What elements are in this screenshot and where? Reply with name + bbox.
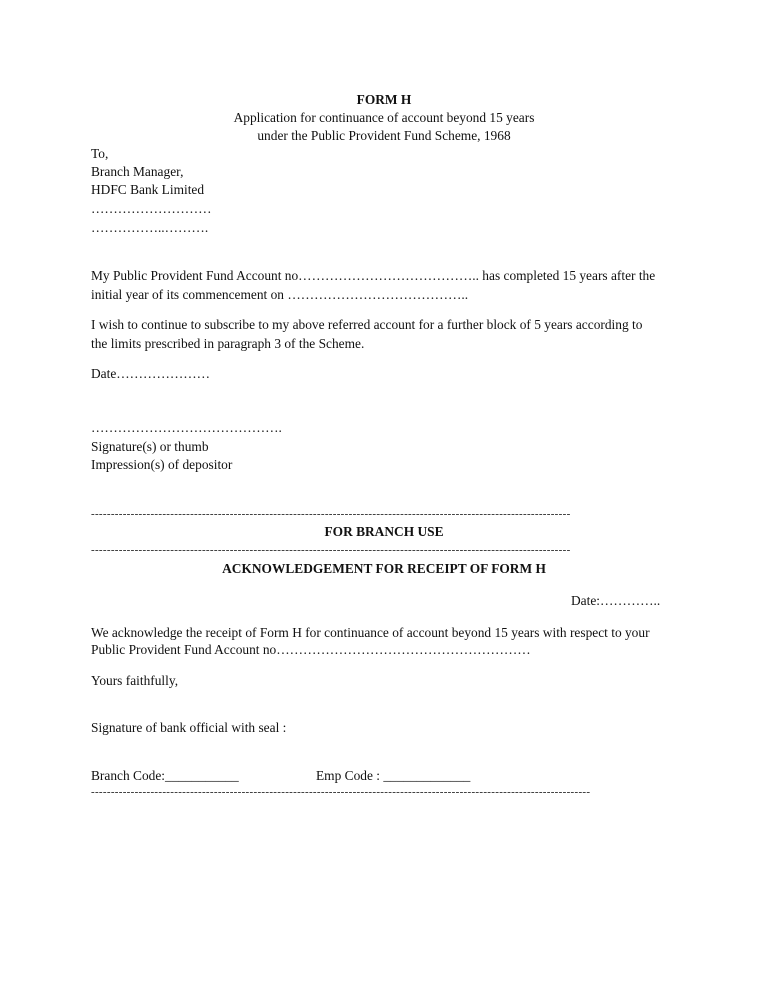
signature-label-line-2: Impression(s) of depositor [91, 457, 233, 472]
official-signature-label: Signature of bank official with seal : [91, 720, 287, 735]
address-to: To, [91, 146, 109, 161]
branch-use-heading: FOR BRANCH USE [324, 524, 444, 539]
signature-dots: ……………………………………. [91, 420, 282, 435]
acknowledgement-heading: ACKNOWLEDGEMENT FOR RECEIPT OF FORM H [222, 561, 546, 576]
form-subtitle-line-2: under the Public Provident Fund Scheme, 1968 [257, 128, 511, 143]
address-bank: HDFC Bank Limited [91, 182, 205, 197]
emp-code-field: Emp Code : _____________ [316, 768, 471, 783]
branch-code-field: Branch Code:___________ [91, 768, 239, 783]
divider-bottom: ------------------------------------------------------------------------------------------------------------------------------ [91, 786, 591, 798]
divider-middle: ------------------------------------------------------------------------------------------------------------------------- [91, 544, 571, 556]
closing-text: Yours faithfully, [91, 673, 179, 688]
paragraph-1-line-1: My Public Provident Fund Account no………………………………….. has completed 15 years after the [91, 268, 656, 283]
address-line-2: ……………..………. [91, 220, 209, 235]
paragraph-2-line-2: the limits prescribed in paragraph 3 of the Scheme. [91, 336, 365, 351]
paragraph-1-line-2: initial year of its commencement on ………………………………….. [91, 287, 469, 302]
acknowledgement-line-1: We acknowledge the receipt of Form H for continuance of account beyond 15 years with respect to your [91, 625, 650, 640]
form-subtitle-line-1: Application for continuance of account beyond 15 years [233, 110, 535, 125]
address-manager: Branch Manager, [91, 164, 184, 179]
acknowledgement-line-2: Public Provident Fund Account no………………………………………………… [91, 642, 531, 657]
form-title: FORM H [356, 92, 412, 107]
signature-label-line-1: Signature(s) or thumb [91, 439, 209, 454]
divider-top: ------------------------------------------------------------------------------------------------------------------------- [91, 508, 571, 520]
address-line-1: ……………………… [91, 201, 212, 216]
date-field: Date………………… [91, 366, 211, 381]
paragraph-2-line-1: I wish to continue to subscribe to my above referred account for a further block of 5 years according to [91, 317, 643, 332]
acknowledgement-date: Date:………….. [571, 593, 661, 608]
